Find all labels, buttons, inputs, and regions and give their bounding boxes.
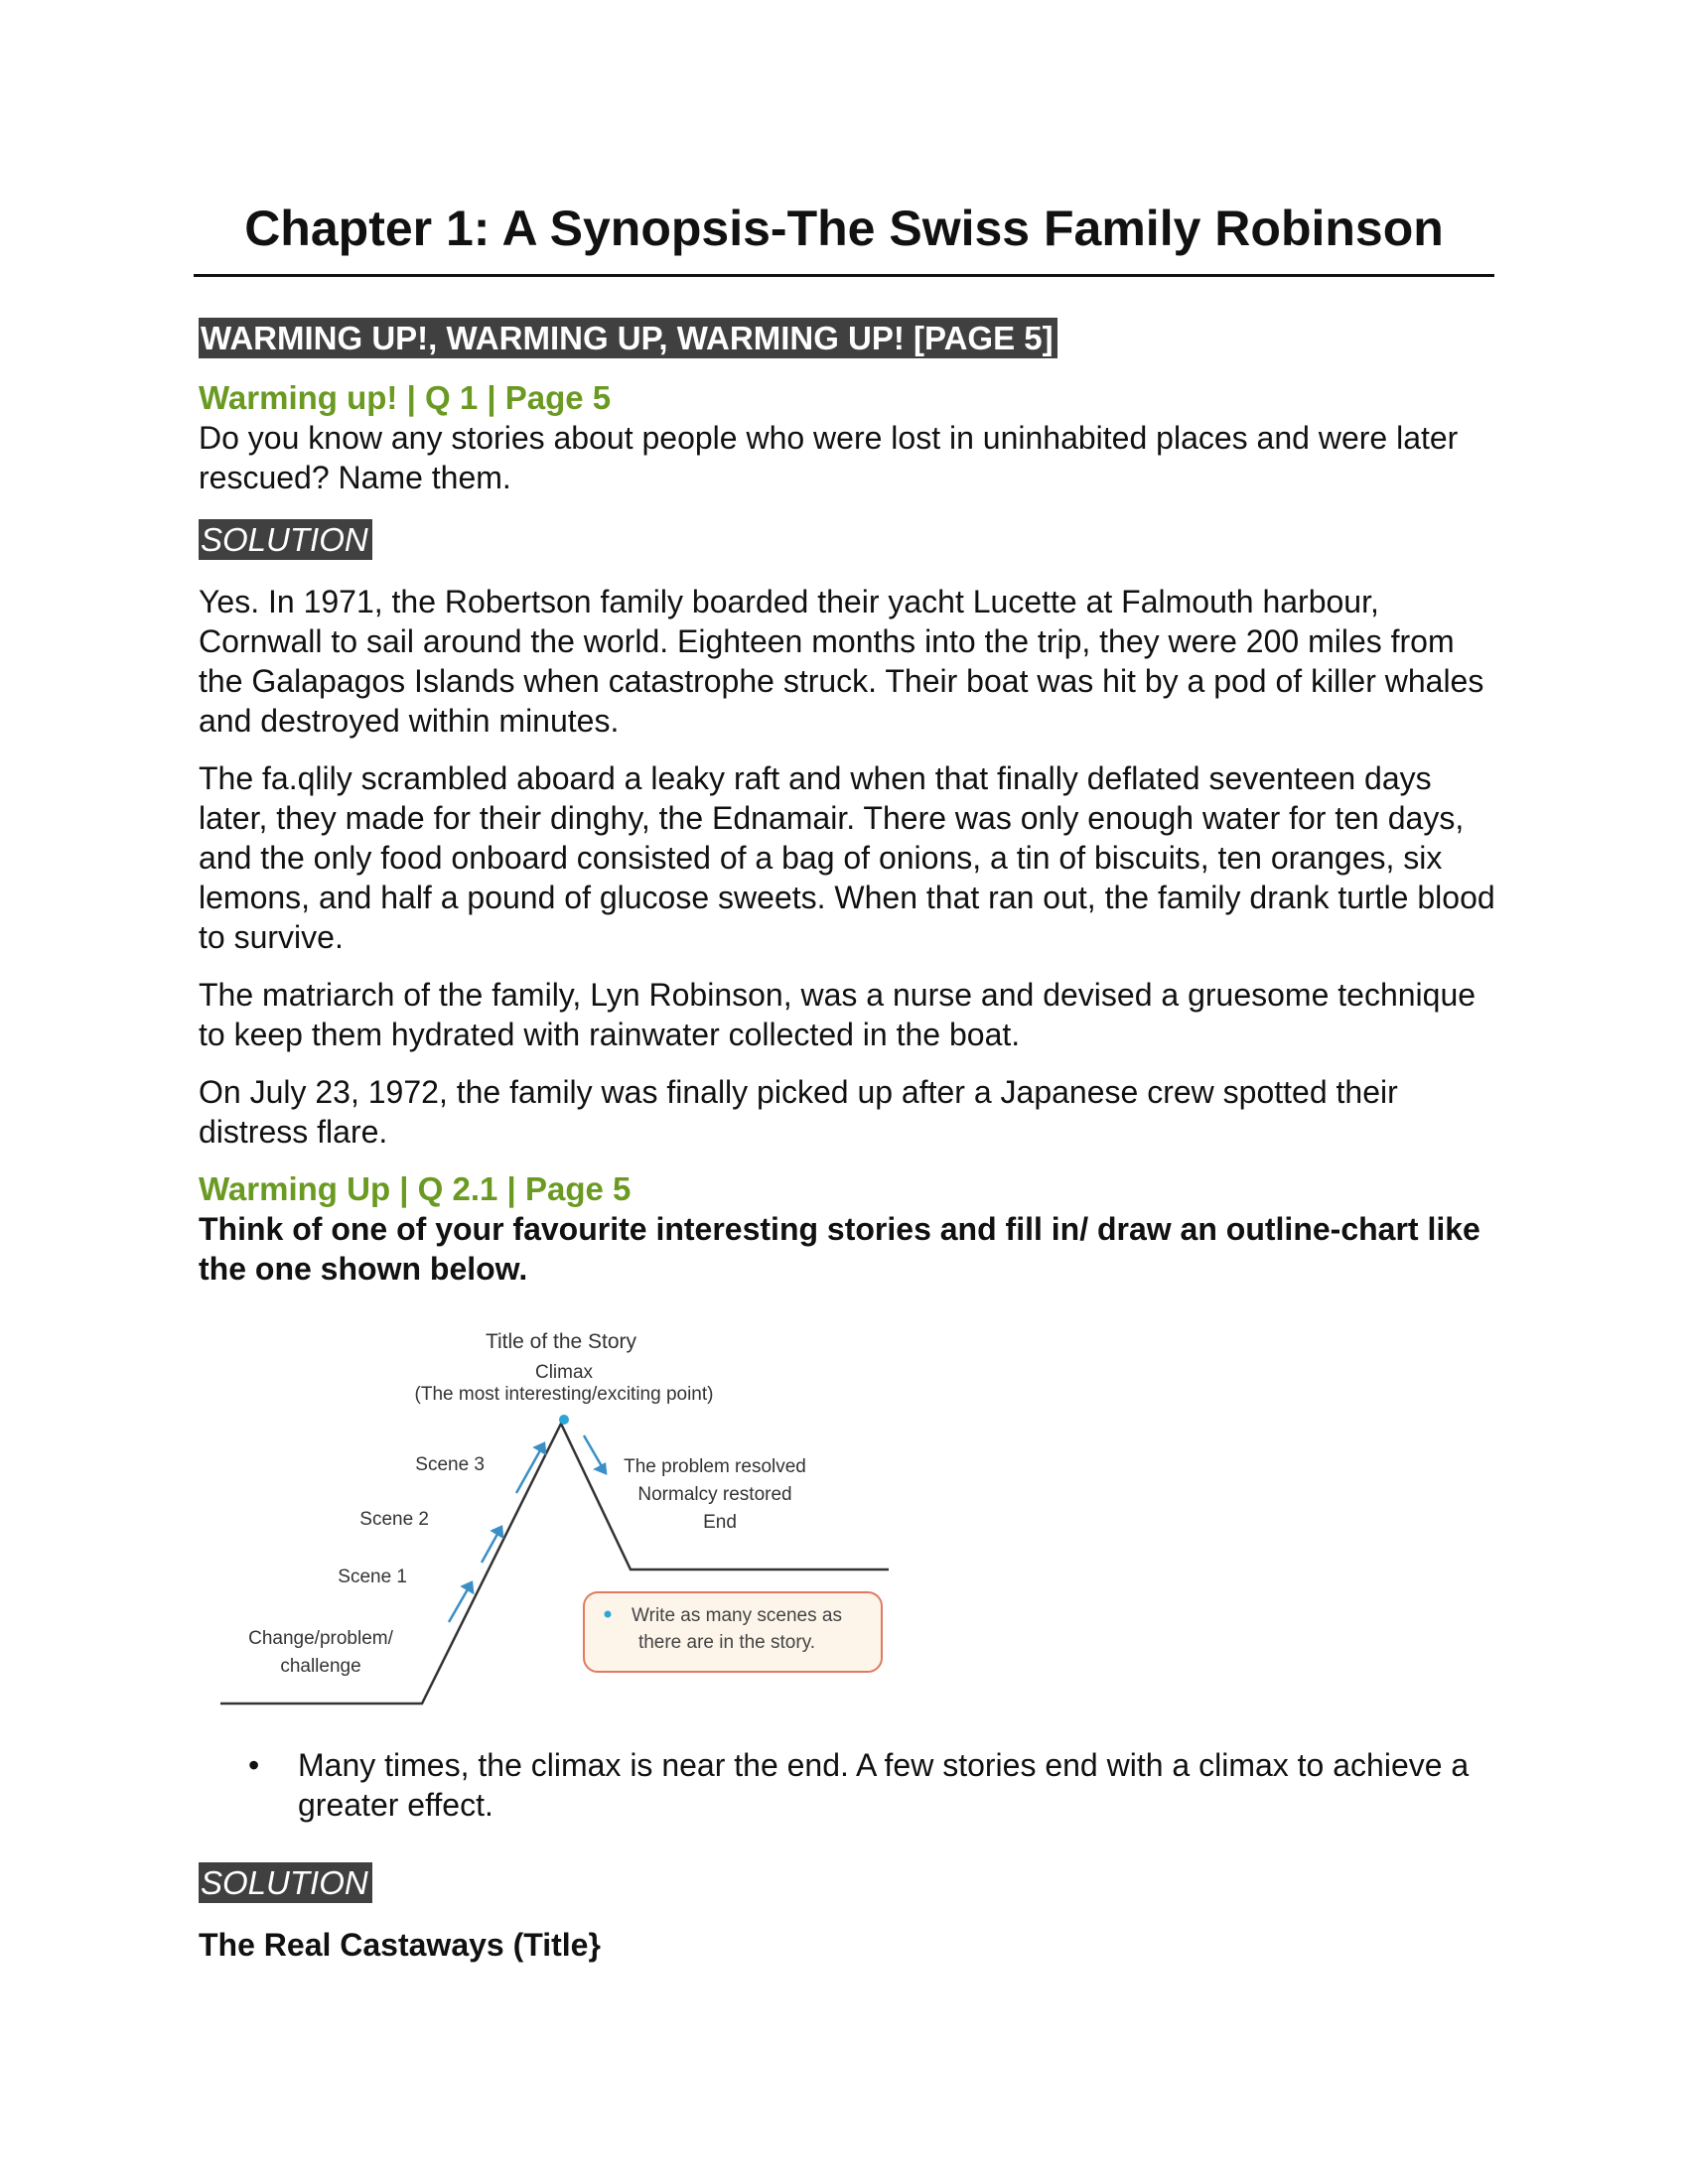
falling-arrow-head — [596, 1464, 606, 1473]
normalcy-label: Normalcy restored — [637, 1484, 792, 1505]
climax-dot — [559, 1415, 569, 1425]
q1-answer-paragraph: Yes. In 1971, the Robertson family boarded their yacht Lucette at Falmouth harbour, Cornwall to sail around the world. Eighteen months into the trip, they were 200 miles from the Galapagos Islands when catastrophe struck. Their boat was hit by a pod of killer whales and destroyed within minutes. — [199, 584, 1484, 739]
scene-3-label: Scene 3 — [415, 1454, 485, 1475]
q2-answer-title: The Real Castaways (Title} — [199, 1927, 601, 1963]
page-title: Chapter 1: A Synopsis-The Swiss Family Robinson — [244, 201, 1444, 256]
scene-2-label: Scene 2 — [359, 1509, 429, 1530]
story-outline-svg — [209, 1316, 904, 1723]
climax-note: (The most interesting/exciting point) — [414, 1384, 714, 1405]
resolved-label: The problem resolved — [624, 1456, 806, 1477]
q1-answer-paragraph: The matriarch of the family, Lyn Robinson, was a nurse and devised a gruesome technique to keep them hydrated with rainwater collected in the boat. — [199, 977, 1477, 1052]
bullet-dot: • — [248, 1747, 260, 1783]
q1-heading: Warming up! | Q 1 | Page 5 — [199, 379, 612, 416]
scene-1-label: Scene 1 — [338, 1567, 407, 1587]
note-line-1: Write as many scenes as — [632, 1605, 842, 1626]
q1-answer-paragraph: On July 23, 1972, the family was finally picked up after a Japanese crew spotted their distress flare. — [199, 1074, 1398, 1150]
diagram-title: Title of the Story — [485, 1330, 637, 1353]
document-body — [199, 318, 1499, 1965]
start-label-line1: Change/problem/ — [248, 1628, 393, 1649]
q2-bullet-item — [199, 1745, 1499, 1825]
section-banner-row — [199, 318, 1499, 358]
q2-bullet-list — [199, 1745, 1499, 1825]
q2-heading: Warming Up | Q 2.1 | Page 5 — [199, 1170, 632, 1207]
story-outline-diagram — [209, 1316, 904, 1723]
q1-solution-label: SOLUTION — [199, 519, 372, 560]
note-line-2: there are in the story. — [637, 1632, 816, 1653]
q2-bullet-text: Many times, the climax is near the end. A few stories end with a climax to achieve a greater effect. — [298, 1747, 1470, 1823]
q1-solution-row — [199, 519, 1499, 560]
q1-answer — [199, 582, 1499, 1152]
climax-label: Climax — [534, 1362, 594, 1383]
q2-solution-label: SOLUTION — [199, 1862, 372, 1903]
start-label-line2: challenge — [280, 1656, 361, 1677]
section-banner: WARMING UP!, WARMING UP, WARMING UP! [PAGE 5] — [199, 318, 1057, 358]
q2-solution-row — [199, 1862, 1499, 1903]
q1-question: Do you know any stories about people who were lost in uninhabited places and were later rescued? Name them. — [199, 420, 1459, 495]
title-divider — [194, 274, 1494, 277]
q2-question: Think of one of your favourite interesting stories and fill in/ draw an outline-chart like the one shown below. — [199, 1211, 1480, 1287]
end-label: End — [703, 1512, 737, 1533]
note-bullet-dot — [605, 1611, 612, 1618]
q1-answer-paragraph: The fa.qlily scrambled aboard a leaky raft and when that finally deflated seventeen days later, they made for their dinghy, the Ednamair. There was only enough water for ten days, and the only food onboard consisted of a bag of onions, a tin of biscuits, ten oranges, six lemons, and half a pound of glucose sweets. When that ran out, the family drank turtle blood to survive. — [199, 760, 1495, 955]
